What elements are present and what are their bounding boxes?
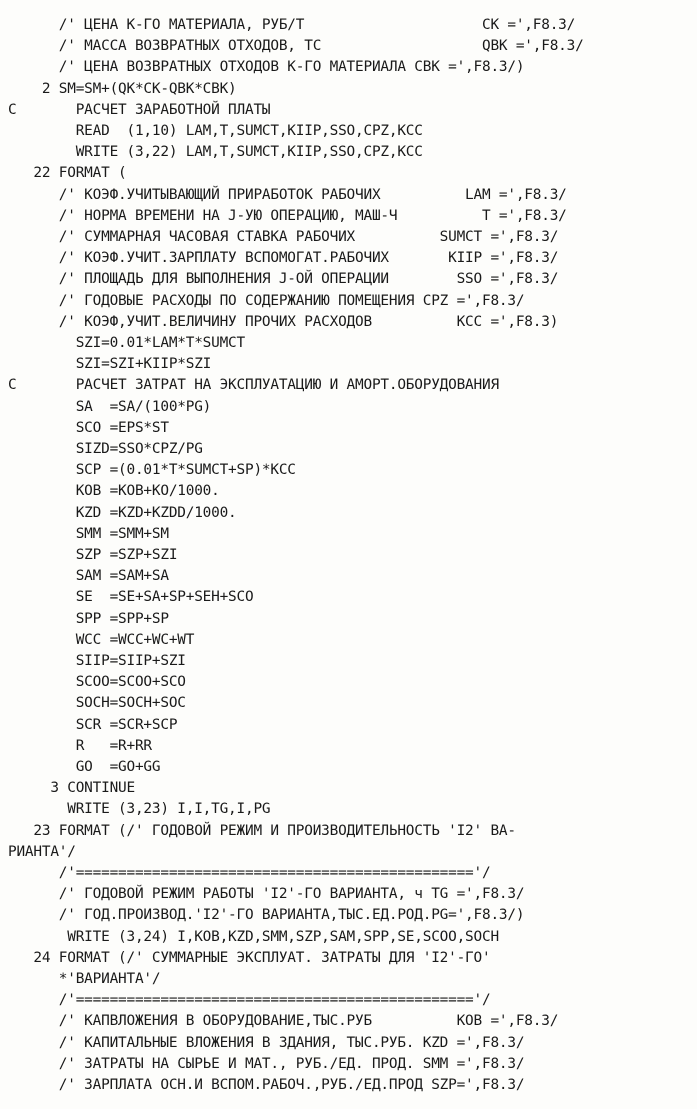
code-line: /'==============================================='/ — [8, 992, 491, 1009]
code-line: SA =SA/(100*PG) — [8, 398, 212, 415]
code-line: /' ГОДОВОЙ РЕЖИМ РАБОТЫ 'I2'-ГО ВАРИАНТА, ч TG =',F8.3/ — [8, 886, 525, 903]
code-line: /' КАПВЛОЖЕНИЯ В ОБОРУДОВАНИЕ,ТЫС.РУБ KOB =',F8.3/ — [8, 1013, 559, 1030]
code-line: /' ЗАРПЛАТА ОСН.И ВСПОМ.РАБОЧ.,РУБ./ЕД.ПРОД SZP=',F8.3/ — [8, 1077, 525, 1093]
code-line: SOCH=SOCH+SOC — [8, 695, 186, 712]
code-line: WRITE (3,23) I,I,TG,I,PG — [8, 801, 271, 818]
code-line: SPP =SPP+SP — [8, 610, 169, 627]
code-line: 2 SM=SM+(QK*CK-QBK*CBK) — [8, 80, 237, 97]
code-line: KZD =KZD+KZDD/1000. — [8, 504, 237, 521]
code-line: WCC =WCC+WC+WT — [8, 631, 195, 648]
code-line: /' ГОД.ПРОИЗВОД.'I2'-ГО ВАРИАНТА,ТЫС.ЕД.РОД.PG=',F8.3/) — [8, 907, 525, 924]
code-line: WRITE (3,24) I,KOB,KZD,SMM,SZP,SAM,SPP,SE,SCOO,SOCH — [8, 928, 499, 945]
code-line: KOB =KOB+KO/1000. — [8, 483, 220, 500]
code-line: 3 CONTINUE — [8, 780, 135, 797]
code-line: /' ЦЕНА К-ГО МАТЕРИАЛА, РУБ/Т CK =',F8.3/ — [8, 17, 576, 33]
code-line: /' ПЛОЩАДЬ ДЛЯ ВЫПОЛНЕНИЯ J-ОЙ ОПЕРАЦИИ SSO =',F8.3/ — [8, 271, 559, 288]
code-line: *'ВАРИАНТА'/ — [8, 971, 161, 987]
code-line: 23 FORMAT (/' ГОДОВОЙ РЕЖИМ И ПРОИЗВОДИТЕЛЬНОСТЬ 'I2' ВА- — [8, 822, 516, 839]
code-line: READ (1,10) LAM,T,SUMCT,KIIP,SSO,CPZ,KCC — [8, 123, 423, 139]
code-line: SIZD=SSO*CPZ/PG — [8, 441, 203, 457]
code-line: /' КАПИТАЛЬНЫЕ ВЛОЖЕНИЯ В ЗДАНИЯ, ТЫС.РУБ. KZD =',F8.3/ — [8, 1034, 525, 1051]
code-line: /' КОЭФ,УЧИТ.ВЕЛИЧИНУ ПРОЧИХ РАСХОДОВ KCC =',F8.3) — [8, 313, 559, 330]
code-line: SCOO=SCOO+SCO — [8, 674, 186, 691]
code-line: SCP =(0.01*T*SUMCT+SP)*KCC — [8, 462, 296, 479]
code-line: SZI=SZI+KIIP*SZI — [8, 356, 212, 373]
code-line: /' ЦЕНА ВОЗВРАТНЫХ ОТХОДОВ К-ГО МАТЕРИАЛА CBK =',F8.3/) — [8, 59, 525, 76]
code-line: РИАНТА'/ — [8, 843, 76, 860]
code-line: /' МАССА ВОЗВРАТНЫХ ОТХОДОВ, ТС QBK =',F8.3/ — [8, 38, 584, 55]
code-line: /' КОЭФ.УЧИТ.ЗАРПЛАТУ ВСПОМОГАТ.РАБОЧИХ KIIP =',F8.3/ — [8, 250, 559, 267]
code-line: C РАСЧЕТ ЗАТРАТ НА ЭКСПЛУАТАЦИЮ И АМОРТ.ОБОРУДОВАНИЯ — [8, 377, 499, 394]
code-line: WRITE (3,22) LAM,T,SUMCT,KIIP,SSO,CPZ,KCC — [8, 144, 423, 161]
code-line: SE =SE+SA+SP+SEH+SCO — [8, 589, 254, 606]
code-line: SMM =SMM+SM — [8, 525, 169, 542]
code-line: 24 FORMAT (/' СУММАРНЫЕ ЭКСПЛУАТ. ЗАТРАТЫ ДЛЯ 'I2'-ГО' — [8, 949, 491, 966]
code-line: SCR =SCR+SCP — [8, 716, 178, 733]
code-line: SCO =EPS*ST — [8, 419, 169, 436]
code-line: 22 FORMAT ( — [8, 165, 127, 182]
code-line: GO =GO+GG — [8, 759, 161, 775]
code-line: /' ЗАТРАТЫ НА СЫРЬЕ И МАТ., РУБ./ЕД. ПРОД. SMM =',F8.3/ — [8, 1055, 525, 1072]
code-line: /' СУММАРНАЯ ЧАСОВАЯ СТАВКА РАБОЧИХ SUMCT =',F8.3/ — [8, 229, 559, 245]
code-line: SZI=0.01*LAM*T*SUMCT — [8, 335, 245, 351]
code-line: /' ГОДОВЫЕ РАСХОДЫ ПО СОДЕРЖАНИЮ ПОМЕЩЕНИЯ CPZ =',F8.3/ — [8, 292, 525, 309]
code-line: SIIP=SIIP+SZI — [8, 653, 186, 669]
code-line: /' КОЭФ.УЧИТЫВАЮЩИЙ ПРИРАБОТОК РАБОЧИХ LAM =',F8.3/ — [8, 186, 567, 203]
code-line: /' НОРМА ВРЕМЕНИ НА J-УЮ ОПЕРАЦИЮ, МАШ-Ч T =',F8.3/ — [8, 207, 567, 224]
code-line: SZP =SZP+SZI — [8, 547, 178, 563]
code-line: SAM =SAM+SA — [8, 568, 169, 585]
code-line: R =R+RR — [8, 737, 152, 754]
code-line: C РАСЧЕТ ЗАРАБОТНОЙ ПЛАТЫ — [8, 101, 271, 118]
code-line: /'==============================================='/ — [8, 865, 491, 881]
